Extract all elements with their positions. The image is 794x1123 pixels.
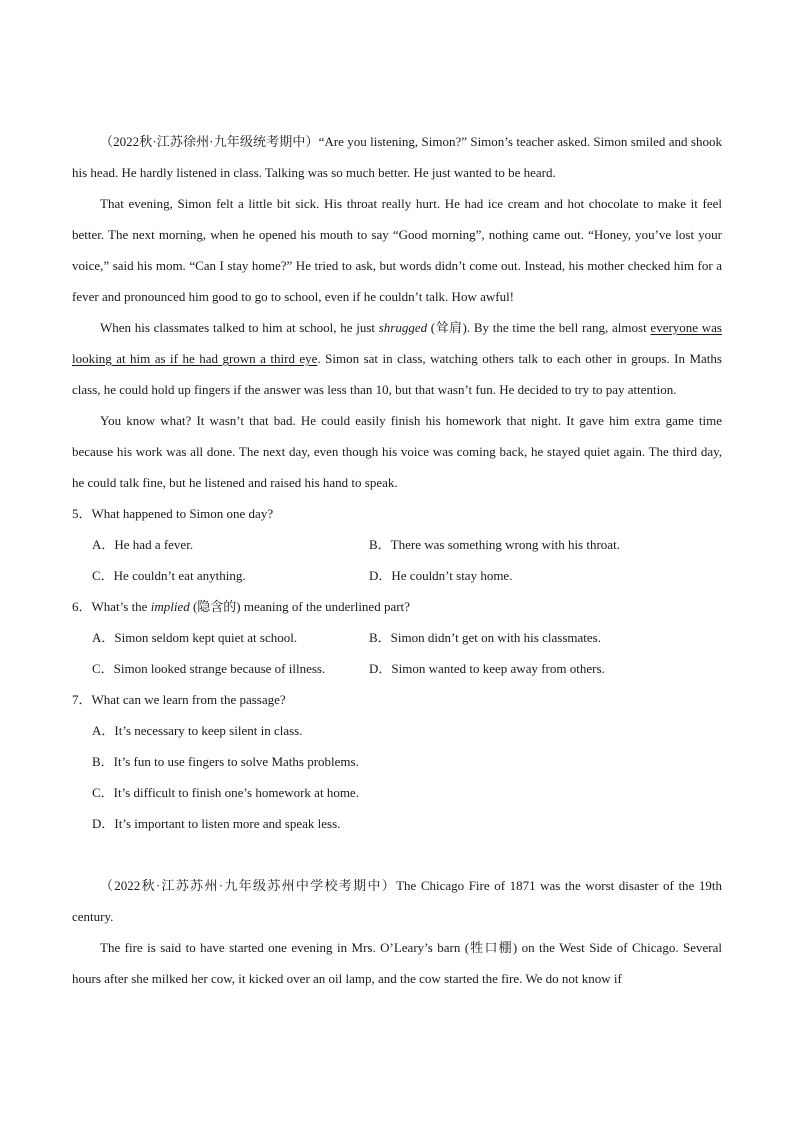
q5-option-b: B．There was something wrong with his throat. bbox=[369, 537, 620, 552]
q6-option-c: C．Simon looked strange because of illness. bbox=[92, 661, 326, 676]
q6-option-d: D．Simon wanted to keep away from others. bbox=[369, 661, 605, 676]
q6-stem-b: (隐含的) meaning of the underlined part? bbox=[189, 599, 410, 614]
passage2-source: （2022秋·江苏苏州·九年级苏州中学校考期中） bbox=[100, 878, 397, 893]
question-6-stem bbox=[72, 591, 722, 622]
section-spacer bbox=[72, 839, 722, 870]
question-7-options bbox=[72, 715, 722, 839]
q7-option-a: A．It’s necessary to keep silent in class. bbox=[92, 723, 303, 738]
p3-text-b: (耸肩). By the time the bell rang, almost bbox=[427, 320, 651, 335]
q6-option-b: B．Simon didn’t get on with his classmates. bbox=[369, 630, 601, 645]
q6-stem-italic: implied bbox=[150, 599, 190, 614]
question-7-stem: 7．What can we learn from the passage? bbox=[72, 692, 286, 707]
q7-option-c: C．It’s difficult to finish one’s homework at home. bbox=[92, 785, 359, 800]
q5-option-a: A．He had a fever. bbox=[92, 537, 194, 552]
passage2-paragraph-2: The fire is said to have started one evening in Mrs. O’Leary’s barn (牲口棚) on the West Side of Chicago. Several hours after she milked her cow, it kicked over an oil lamp, and the cow started the fire. We do not know if bbox=[72, 940, 722, 986]
passage2-p1-text: The Chicago Fire of 1871 was the worst disaster of the 19th century. bbox=[72, 878, 722, 924]
passage1-p1-text: “Are you listening, Simon?” Simon’s teacher asked. Simon smiled and shook his head. He hardly listened in class. Talking was so much better. He just wanted to be heard. bbox=[72, 134, 722, 180]
q6-option-a: A．Simon seldom kept quiet at school. bbox=[92, 630, 298, 645]
q7-option-b: B．It’s fun to use fingers to solve Maths problems. bbox=[92, 754, 359, 769]
passage1-paragraph-3 bbox=[72, 312, 722, 405]
q6-stem-a: 6．What’s the bbox=[72, 599, 151, 614]
passage1-paragraph-2: That evening, Simon felt a little bit sick. His throat really hurt. He had ice cream and hot chocolate to make it feel better. The next morning, when he opened his mouth to say “Good morning”, nothing came out. “Honey, you’ve lost your voice,” said his mom. “Can I stay home?” He tried to ask, but words didn’t come out. Instead, his mother checked him for a fever and pronounced him good to go to school, even if he couldn’t talk. How awful! bbox=[72, 196, 722, 304]
question-5-stem: 5．What happened to Simon one day? bbox=[72, 506, 274, 521]
question-6-options bbox=[72, 622, 722, 684]
passage1-source: （2022秋·江苏徐州·九年级统考期中） bbox=[100, 134, 319, 149]
p3-italic-word: shrugged bbox=[378, 320, 428, 335]
question-5-options bbox=[72, 529, 722, 591]
underlined-part: everyone was looking at him as if he had grown a third eye bbox=[72, 320, 722, 366]
q5-option-c: C．He couldn’t eat anything. bbox=[92, 568, 246, 583]
q7-option-d: D．It’s important to listen more and speak less. bbox=[92, 816, 341, 831]
p3-text-a: When his classmates talked to him at school, he just bbox=[100, 320, 379, 335]
passage2-paragraph-1 bbox=[72, 870, 722, 932]
passage1-paragraph-1 bbox=[72, 126, 722, 188]
passage1-paragraph-4: You know what? It wasn’t that bad. He could easily finish his homework that night. It gave him extra game time because his work was all done. The next day, even though his voice was coming back, he stayed quiet again. The third day, he could talk fine, but he listened and raised his hand to speak. bbox=[72, 413, 722, 490]
document-page bbox=[72, 126, 722, 994]
p3-text-c: . Simon sat in class, watching others talk to each other in groups. In Maths class, he could hold up fingers if the answer was less than 10, but that wasn’t fun. He decided to try to pay attention. bbox=[72, 351, 722, 397]
q5-option-d: D．He couldn’t stay home. bbox=[369, 568, 513, 583]
